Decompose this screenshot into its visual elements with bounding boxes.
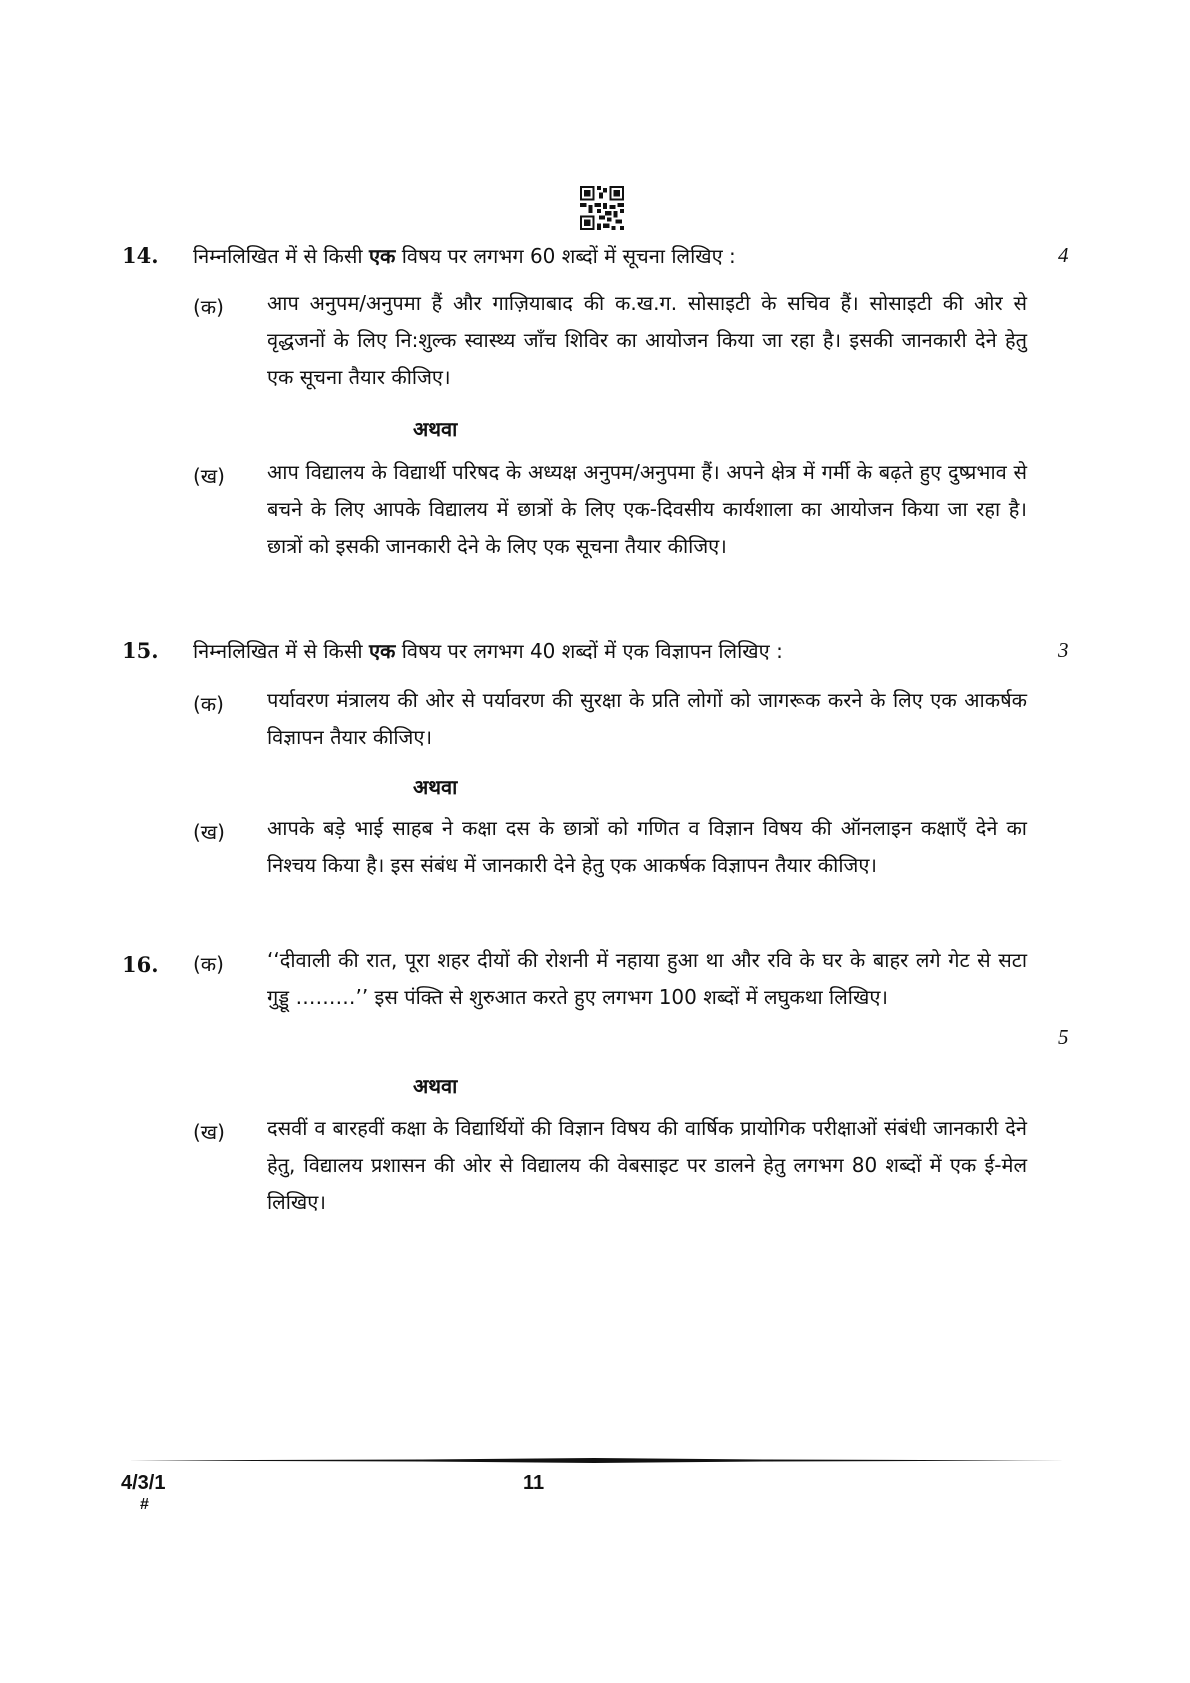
option-text: ‘‘दीवाली की रात, पूरा शहर दीयों की रोशनी में नहाया हुआ था और रवि के घर के बाहर लगे गेट से सटा गुड्डू ………’’ इस पंक्ति से शुरुआत करते हुए लगभग 100 शब्दों में लघुकथा लिखिए।: [267, 948, 1027, 1009]
question-14-stem: [193, 237, 736, 275]
option-label: (क): [193, 692, 224, 716]
question-number-16: 16.: [122, 952, 159, 977]
stem-emphasis: एक: [368, 639, 396, 663]
option-text: आप विद्यालय के विद्यार्थी परिषद के अध्यक्ष अनुपम/अनुपमा हैं। अपने क्षेत्र में गर्मी के बढ़ते हुए दुष्प्रभाव से बचने के लिए आपके विद्यालय में छात्रों के लिए एक-दिवसीय कार्यशाला का आयोजन किया जा रहा है। छात्रों को इसकी जानकारी देने के लिए एक सूचना तैयार कीजिए।: [267, 460, 1027, 558]
option-text: पर्यावरण मंत्रालय की ओर से पर्यावरण की सुरक्षा के प्रति लोगों को जागरूक करने के लिए एक आकर्षक विज्ञापन तैयार कीजिए।: [267, 688, 1027, 749]
or-divider: अथवा: [413, 775, 458, 799]
option-text: आपके बड़े भाई साहब ने कक्षा दस के छात्रों को गणित व विज्ञान विषय की ऑनलाइन कक्षाएँ देने का निश्चय किया है। इस संबंध में जानकारी देने हेतु एक आकर्षक विज्ञापन तैयार कीजिए।: [267, 816, 1027, 877]
question-15-marks: 3: [1058, 638, 1069, 662]
option-text: दसवीं व बारहवीं कक्षा के विद्यार्थियों की विज्ञान विषय की वार्षिक प्रायोगिक परीक्षाओं संबंधी जानकारी देने हेतु, विद्यालय प्रशासन की ओर से विद्यालय की वेबसाइट पर डालने हेतु लगभग 80 शब्दों में एक ई-मेल लिखिए।: [267, 1116, 1027, 1214]
option-label: (क): [193, 295, 224, 319]
or-divider: अथवा: [413, 417, 458, 441]
footer-divider: [122, 1458, 1067, 1463]
stem-emphasis: एक: [368, 244, 396, 268]
stem-text: निम्नलिखित में से किसी: [193, 244, 369, 268]
question-14-marks: 4: [1058, 243, 1069, 267]
paper-hash-mark: #: [140, 1496, 149, 1513]
or-divider: अथवा: [413, 1074, 458, 1098]
option-label: (ख): [193, 464, 225, 488]
question-number-15: 15.: [122, 638, 159, 663]
page-number: 11: [523, 1472, 545, 1494]
question-16-marks: 5: [1058, 1025, 1069, 1049]
stem-text: विषय पर लगभग 40 शब्दों में एक विज्ञापन लिखिए :: [395, 639, 783, 663]
question-15-stem: [193, 632, 783, 670]
paper-code: 4/3/1: [121, 1472, 166, 1494]
option-label: (ख): [193, 820, 225, 844]
stem-text: विषय पर लगभग 60 शब्दों में सूचना लिखिए :: [395, 244, 736, 268]
qr-code-icon: [580, 186, 624, 230]
stem-text: निम्नलिखित में से किसी: [193, 639, 369, 663]
option-label: (ख): [193, 1120, 225, 1144]
option-label: (क): [193, 952, 224, 976]
question-number-14: 14.: [122, 243, 159, 268]
option-text: आप अनुपम/अनुपमा हैं और गाज़ियाबाद की क.ख.ग. सोसाइटी के सचिव हैं। सोसाइटी की ओर से वृद्धजनों के लिए नि:शुल्क स्वास्थ्य जाँच शिविर का आयोजन किया जा रहा है। इसकी जानकारी देने हेतु एक सूचना तैयार कीजिए।: [267, 291, 1027, 389]
